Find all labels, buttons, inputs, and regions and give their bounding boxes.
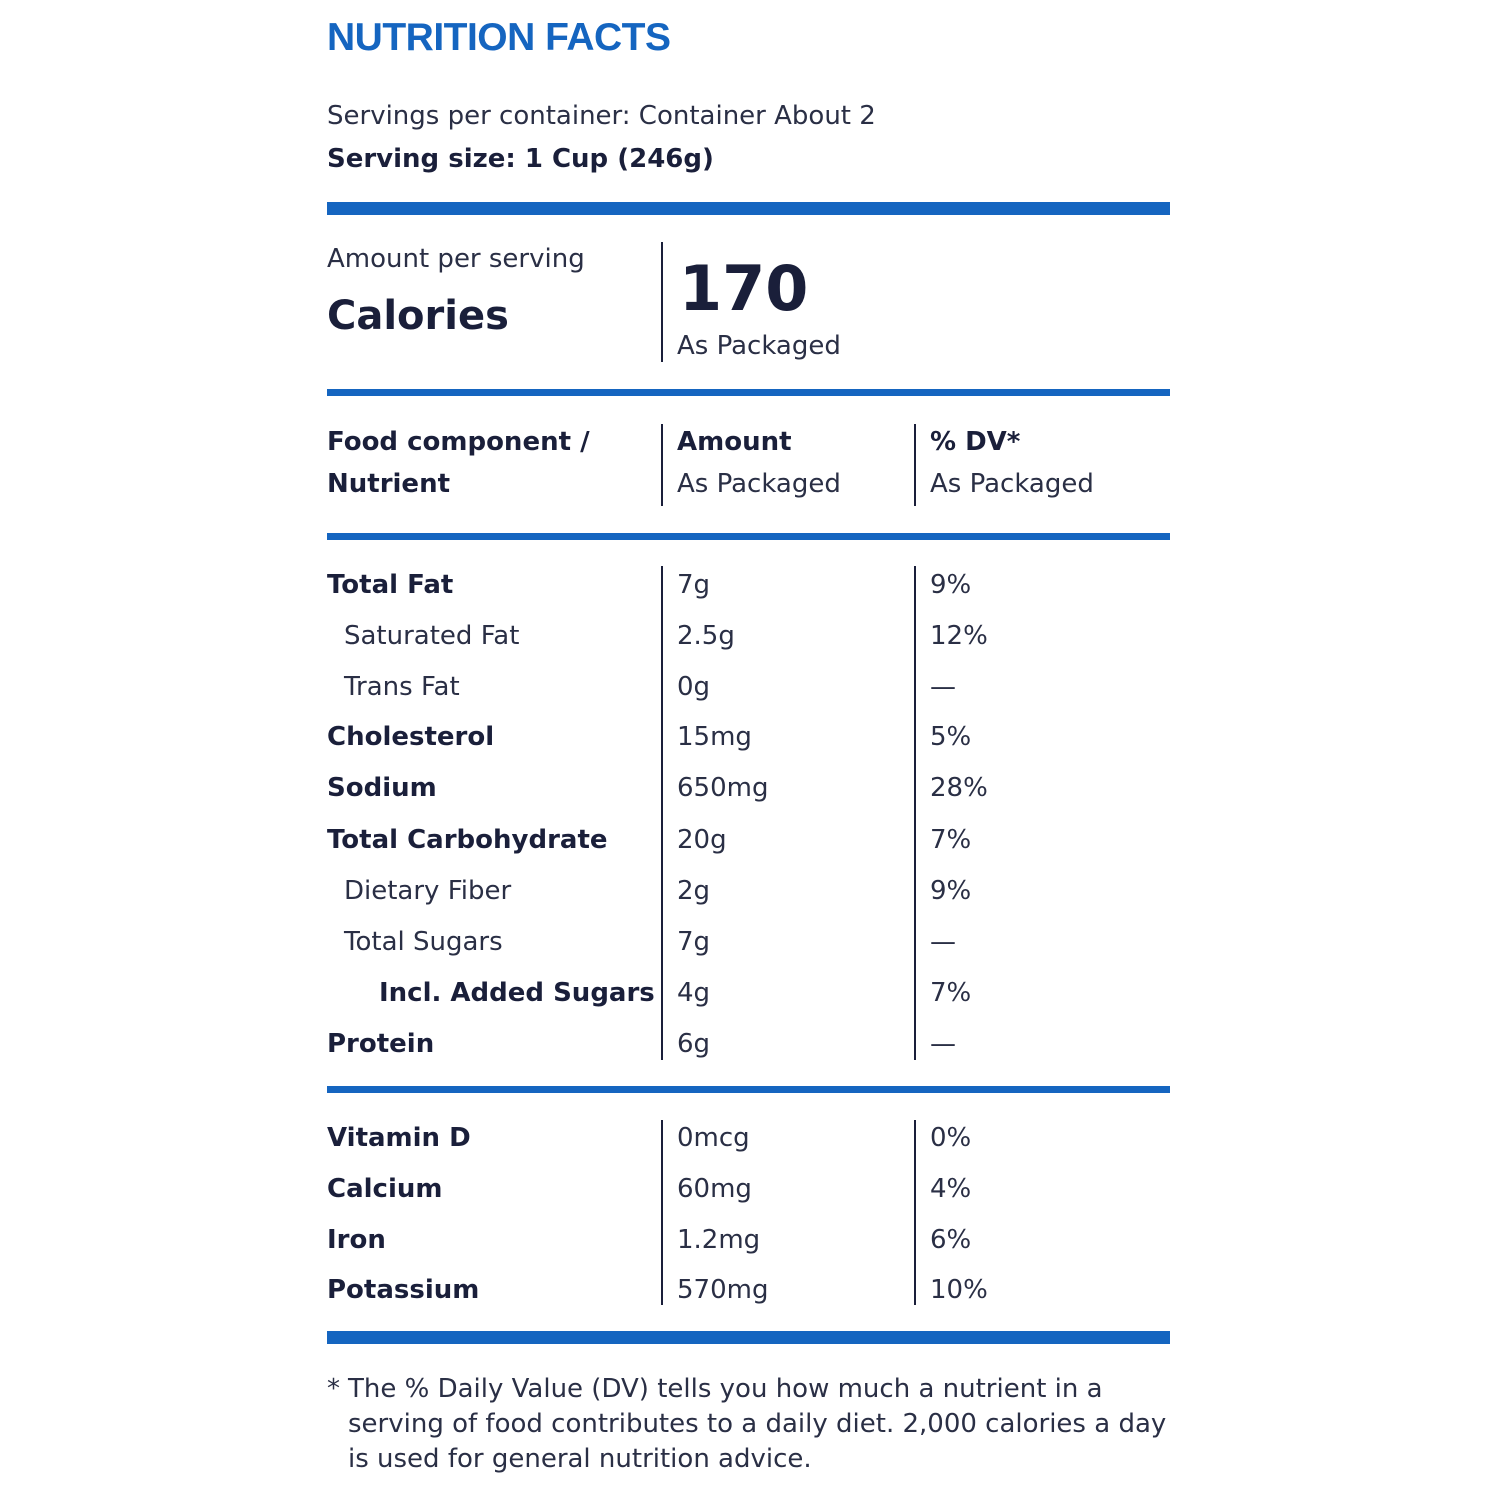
nutrient-amount: 20g bbox=[677, 825, 727, 855]
header-column-divider-2 bbox=[914, 424, 916, 506]
nutrient-amount: 2g bbox=[677, 876, 711, 906]
vitamin-name: Potassium bbox=[327, 1275, 480, 1305]
table-row bbox=[327, 1024, 1170, 1064]
nutrient-dv: 9% bbox=[930, 876, 972, 906]
vitamin-dv: 6% bbox=[930, 1225, 972, 1255]
vitamin-amount: 1.2mg bbox=[677, 1225, 761, 1255]
table-row bbox=[327, 768, 1170, 808]
header-component-line1: Food component / bbox=[327, 427, 590, 457]
header-column-divider-1 bbox=[661, 424, 663, 506]
nutrient-dv: 7% bbox=[930, 978, 972, 1008]
nutrient-name: Protein bbox=[327, 1029, 435, 1059]
vitamin-amount: 60mg bbox=[677, 1174, 752, 1204]
header-amount-line1: Amount bbox=[677, 427, 792, 457]
calories-label: Calories bbox=[327, 293, 509, 339]
header-dv-line2: As Packaged bbox=[930, 469, 1094, 499]
vitamin-dv: 10% bbox=[930, 1275, 988, 1305]
divider-calories bbox=[327, 389, 1170, 396]
nutrient-amount: 0g bbox=[677, 672, 711, 702]
nutrient-dv: — bbox=[930, 1029, 956, 1059]
serving-size: Serving size: 1 Cup (246g) bbox=[327, 144, 714, 174]
nutrient-amount: 6g bbox=[677, 1029, 711, 1059]
vitamin-amount: 0mcg bbox=[677, 1123, 750, 1153]
nutrient-name: Trans Fat bbox=[344, 672, 460, 702]
vitamin-name: Calcium bbox=[327, 1174, 443, 1204]
nutrient-name: Incl. Added Sugars bbox=[379, 978, 655, 1008]
nutrient-name: Saturated Fat bbox=[344, 621, 520, 651]
footnote-asterisk: * bbox=[327, 1374, 340, 1404]
label-title: NUTRITION FACTS bbox=[327, 16, 671, 59]
amount-per-serving: Amount per serving bbox=[327, 244, 585, 274]
nutrient-name: Cholesterol bbox=[327, 722, 495, 752]
nutrient-name: Total Carbohydrate bbox=[327, 825, 608, 855]
daily-value-footnote bbox=[327, 1372, 1170, 1477]
nutrient-amount: 7g bbox=[677, 927, 711, 957]
vitamin-dv: 4% bbox=[930, 1174, 972, 1204]
table-row bbox=[327, 922, 1170, 962]
header-component-line2: Nutrient bbox=[327, 469, 451, 499]
vitamin-amount: 570mg bbox=[677, 1275, 769, 1305]
nutrient-name: Sodium bbox=[327, 773, 437, 803]
table-row bbox=[327, 667, 1170, 707]
divider-header bbox=[327, 533, 1170, 540]
nutrient-dv: 9% bbox=[930, 570, 972, 600]
nutrient-name: Dietary Fiber bbox=[344, 876, 512, 906]
table-row bbox=[327, 717, 1170, 757]
table-row bbox=[327, 1270, 1170, 1310]
nutrient-amount: 2.5g bbox=[677, 621, 735, 651]
table-row bbox=[327, 1220, 1170, 1260]
calories-value: 170 bbox=[679, 252, 809, 325]
vitamin-dv: 0% bbox=[930, 1123, 972, 1153]
calories-column-divider bbox=[661, 242, 663, 362]
divider-top bbox=[327, 202, 1170, 215]
table-row bbox=[327, 973, 1170, 1013]
divider-vitamins bbox=[327, 1086, 1170, 1093]
nutrient-dv: 5% bbox=[930, 722, 972, 752]
calories-as-packaged: As Packaged bbox=[677, 331, 841, 361]
table-row bbox=[327, 871, 1170, 911]
header-dv-line1: % DV* bbox=[930, 427, 1021, 457]
nutrient-amount: 15mg bbox=[677, 722, 752, 752]
divider-bottom bbox=[327, 1331, 1170, 1344]
nutrient-dv: 12% bbox=[930, 621, 988, 651]
nutrient-amount: 650mg bbox=[677, 773, 769, 803]
footnote-text: The % Daily Value (DV) tells you how much a nutrient in a serving of food contributes to a daily diet. 2,000 calories a day is used for general nutrition advice. bbox=[348, 1374, 1167, 1474]
table-row bbox=[327, 1118, 1170, 1158]
nutrient-name: Total Fat bbox=[327, 570, 454, 600]
nutrient-dv: 7% bbox=[930, 825, 972, 855]
nutrient-dv: — bbox=[930, 927, 956, 957]
nutrient-name: Total Sugars bbox=[344, 927, 503, 957]
vitamin-name: Iron bbox=[327, 1225, 386, 1255]
table-row bbox=[327, 1169, 1170, 1209]
table-row bbox=[327, 616, 1170, 656]
nutrient-amount: 7g bbox=[677, 570, 711, 600]
servings-per-container: Servings per container: Container About 2 bbox=[327, 101, 876, 131]
table-row bbox=[327, 820, 1170, 860]
vitamin-name: Vitamin D bbox=[327, 1123, 471, 1153]
nutrient-amount: 4g bbox=[677, 978, 711, 1008]
nutrient-dv: 28% bbox=[930, 773, 988, 803]
nutrient-dv: — bbox=[930, 672, 956, 702]
header-amount-line2: As Packaged bbox=[677, 469, 841, 499]
table-row bbox=[327, 565, 1170, 605]
